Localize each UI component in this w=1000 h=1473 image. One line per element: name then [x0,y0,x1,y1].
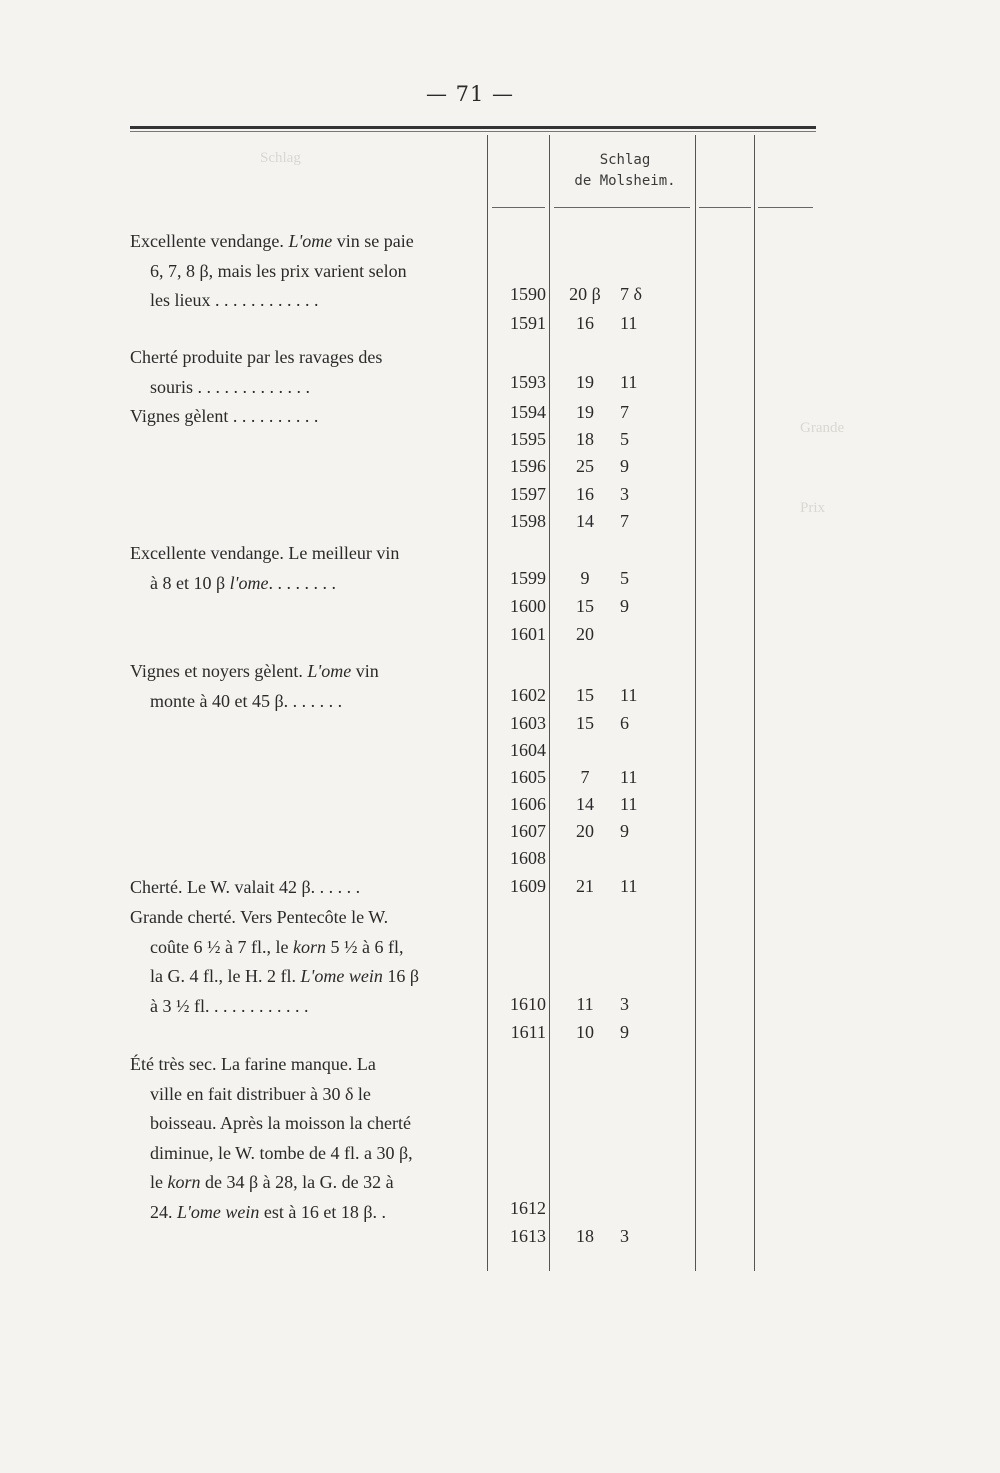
value-cell: 11 [576,994,594,1014]
text-line: Grande cherté. Vers Pentecôte le W. [130,907,389,927]
year-cell: 1591 [510,313,546,333]
value-cell: 11 [620,372,638,392]
text-line [130,1168,476,1198]
text-line: souris . . . . . . . . . . . . . [150,376,311,397]
value-cell: 9 [620,456,629,476]
year-cell: 1598 [510,511,546,531]
table-row [0,624,1000,653]
table-row [0,767,1000,796]
value-cell: 9 [580,568,590,588]
value-cell: 21 [576,876,594,896]
year-cell: 1593 [510,372,546,392]
year-cell: 1608 [510,848,546,868]
text-line: boisseau. Après la moisson la cherté [150,1113,411,1133]
value-cell: 18 [576,1226,594,1246]
text-run: la G. 4 fl., le H. 2 fl. [150,966,301,986]
year-cell: 1605 [510,767,546,787]
text-run-italic: L'ome wein [300,966,383,986]
value-cell: 3 [620,994,629,1014]
value-cell: 18 [576,429,594,449]
year-cell: 1604 [510,740,546,760]
text-run-italic: korn [167,1172,201,1192]
value-cell: 7 [620,402,629,422]
value-cell: 3 [620,484,629,504]
value-cell: 9 [620,596,629,616]
table-row [0,511,1000,540]
text-run: vin se paie [332,231,414,251]
value-cell: 9 [620,1022,629,1042]
value-cell: 20 β [569,284,601,304]
table-row [0,402,1000,431]
header-rule [130,126,816,129]
table-row [0,596,1000,625]
text-line: Été très sec. La farine manque. La [130,1054,376,1074]
text-run: 24. [150,1201,177,1222]
table-row [0,284,1000,313]
table-row [0,429,1000,458]
value-cell: 11 [620,794,638,814]
value-cell: 11 [620,313,638,333]
year-cell: 1603 [510,713,546,733]
value-cell: 19 [576,402,594,422]
table-row [0,456,1000,485]
text-run: à 8 et 10 β [150,572,230,593]
value-cell: 11 [620,767,638,787]
text-run: 16 β [382,966,419,986]
value-cell: 19 [576,372,594,392]
text-line: ville en fait distribuer à 30 δ le [150,1083,371,1104]
year-cell: 1590 [510,284,546,304]
text-run-italic: L'ome [288,231,333,251]
table-row [0,313,1000,342]
text-run: vin [351,661,379,681]
text-run: coûte 6 ½ à 7 fl., le [150,936,293,957]
table-row [0,484,1000,513]
value-cell: 7 [620,511,629,531]
bleed-through: Grande [800,420,845,436]
year-cell: 1610 [510,994,546,1014]
value-cell: 20 [576,821,594,841]
text-line: Cherté produite par les ravages des [130,347,383,367]
table-row [0,1022,1000,1051]
table-row [0,794,1000,823]
table-row [0,1226,1000,1255]
header-rule-thin [130,131,816,132]
year-cell: 1607 [510,821,546,841]
text-line: Vignes gèlent . . . . . . . . . . [130,406,319,426]
text-run-italic: L'ome [307,661,352,681]
text-run: Vignes et noyers gèlent. [130,661,308,681]
bleed-through: Prix [800,500,826,516]
header-underline [492,207,545,208]
header-underline [554,207,690,208]
text-line: monte à 40 et 45 β. . . . . . . [150,690,343,711]
text-line [130,227,476,257]
text-line: Excellente vendange. Le meilleur vin [130,543,400,563]
text-run: 5 ½ à 6 fl, [325,936,404,957]
text-run-italic: L'ome wein [177,1201,260,1222]
table-row [0,372,1000,401]
value-cell: 15 [576,713,594,733]
year-cell: 1613 [510,1226,546,1246]
text-line: à 3 ½ fl. . . . . . . . . . . . [150,995,309,1016]
text-run-italic: korn [292,936,326,957]
table-row [0,685,1000,714]
table-row [0,876,1000,905]
text-line: Cherté. Le W. valait 42 β. . . . . . [130,877,361,897]
year-cell: 1600 [510,596,546,616]
text-line: diminue, le W. tombe de 4 fl. a 30 β, [150,1142,413,1163]
value-cell: 6 [620,713,629,733]
header-underline [699,207,751,208]
text-line: 6, 7, 8 β, mais les prix varient selon [150,260,407,281]
column-header-schlag [556,150,694,192]
year-cell: 1594 [510,402,546,422]
text-run: de 34 β à 28, la G. de 32 à [200,1172,394,1192]
value-cell: 16 [576,484,594,504]
table-row [0,848,1000,877]
year-cell: 1597 [510,484,546,504]
header-line: Schlag [599,152,651,168]
table-row [0,821,1000,850]
value-cell: 15 [576,685,594,705]
value-cell: 14 [576,794,594,814]
year-cell: 1599 [510,568,546,588]
value-cell: 15 [576,596,594,616]
value-cell: 25 [576,456,594,476]
value-cell: 11 [620,876,638,896]
header-line: de Molsheim. [574,173,676,189]
table-row [0,994,1000,1023]
value-cell: 5 [620,429,629,449]
page-number: — 71 — [425,82,515,106]
value-cell: 20 [576,624,594,644]
value-cell: 16 [576,313,594,333]
value-cell: 7 δ [620,284,642,304]
year-cell: 1595 [510,429,546,449]
year-cell: 1596 [510,456,546,476]
text-line: les lieux . . . . . . . . . . . . [150,290,319,310]
text-run: le [150,1172,168,1192]
year-cell: 1602 [510,685,546,705]
table-row [0,740,1000,769]
year-cell: 1612 [510,1198,546,1218]
table-row [0,568,1000,597]
year-cell: 1609 [510,876,546,896]
text-line [130,657,476,687]
bleed-through: Schlag [260,150,301,166]
text-line [130,933,476,963]
table-row [0,1198,1000,1227]
value-cell: 5 [620,568,629,588]
value-cell: 14 [576,511,594,531]
table-row [0,713,1000,742]
text-run: . . . . . . . . [268,572,336,593]
value-cell: 10 [576,1022,594,1042]
text-run-italic: l'ome [229,572,269,593]
header-underline [758,207,813,208]
value-cell: 7 [580,767,590,787]
value-cell: 9 [620,821,629,841]
value-cell: 11 [620,685,638,705]
text-run: Excellente vendange. [130,231,289,251]
text-line [130,962,476,992]
text-run: est à 16 et 18 β. . [259,1201,386,1222]
year-cell: 1611 [510,1022,546,1042]
year-cell: 1606 [510,794,546,814]
value-cell: 3 [620,1226,629,1246]
year-cell: 1601 [510,624,546,644]
